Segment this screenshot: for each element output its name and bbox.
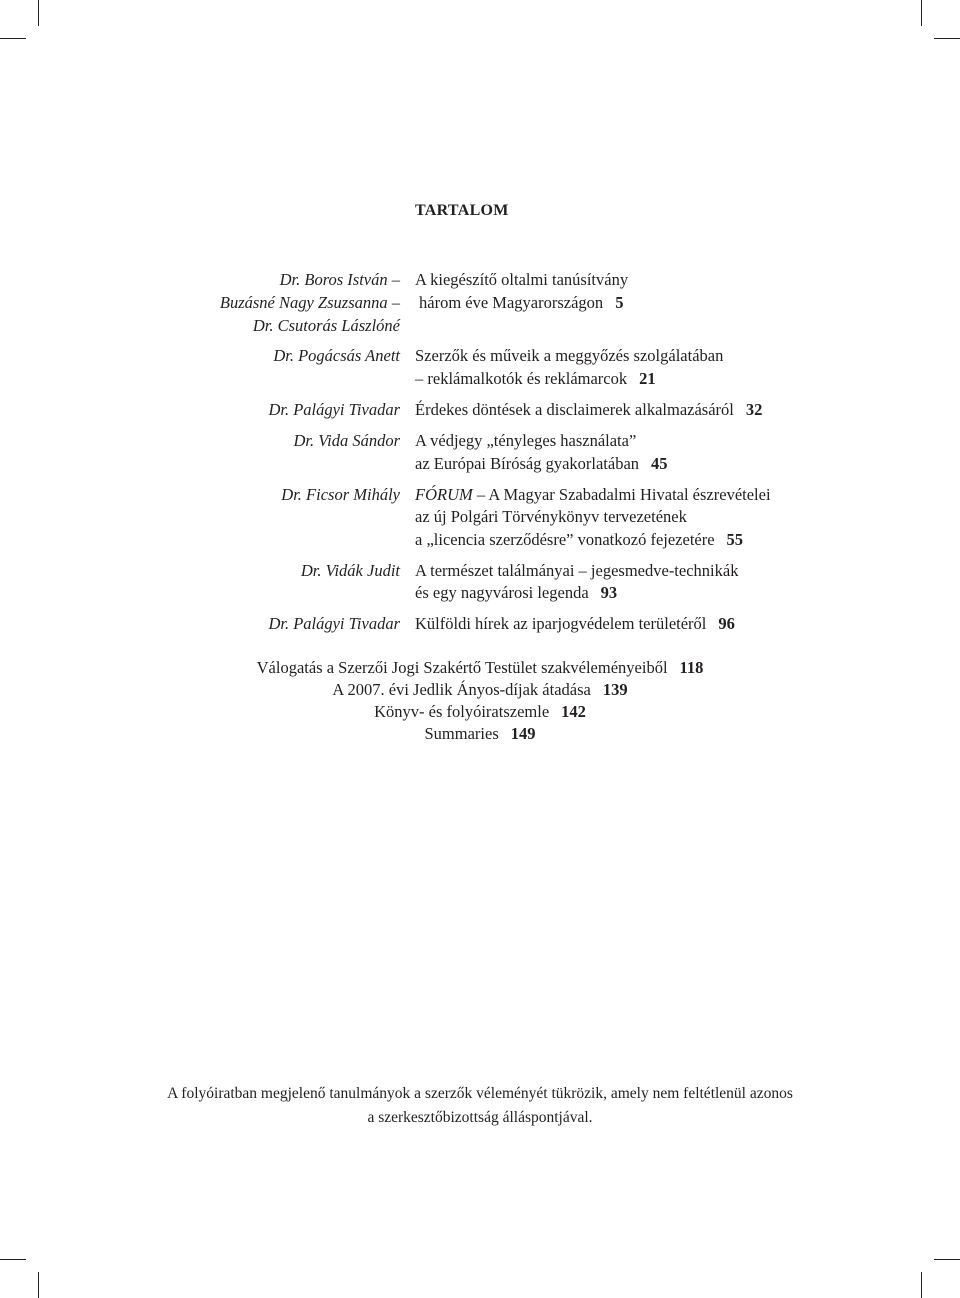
- toc-title-line: A kiegészítő oltalmi tanúsítvány: [415, 270, 629, 289]
- toc-author: Dr. Ficsor Mihály: [281, 485, 400, 504]
- toc-title-line: [415, 613, 735, 635]
- toc-title-text: Érdekes döntések a disclaimerek alkalmazásáról: [415, 400, 734, 419]
- crop-mark-bottom-right: [921, 1272, 922, 1298]
- toc-centered-entry: [0, 657, 960, 679]
- page-title: TARTALOM: [415, 202, 509, 219]
- toc-title-line: [415, 582, 617, 604]
- toc-section-label: FÓRUM: [415, 485, 473, 504]
- crop-mark-bottom-left-h: [0, 1259, 26, 1260]
- crop-mark-top-right-h: [934, 38, 960, 39]
- toc-title-line: az új Polgári Törvénykönyv tervezetének: [415, 507, 687, 526]
- toc-title-line: [415, 484, 771, 506]
- toc-title-line: [415, 529, 743, 551]
- toc-title-text: és egy nagyvárosi legenda: [415, 583, 589, 602]
- toc-title-text: Summaries: [424, 724, 499, 743]
- toc-page-number: 45: [651, 454, 668, 473]
- crop-mark-bottom-left: [38, 1272, 39, 1298]
- toc-author: Dr. Palágyi Tivadar: [268, 400, 400, 419]
- footer-note-line: A folyóiratban megjelenő tanulmányok a szerzők véleményét tükrözik, amely nem feltétlenül azonos: [167, 1085, 793, 1102]
- toc-title-line: A természet találmányai – jegesmedve-technikák: [415, 561, 739, 580]
- toc-author: Dr. Boros István –: [279, 270, 400, 289]
- toc-title-text: a „licencia szerződésre” vonatkozó fejezetére: [415, 530, 715, 549]
- toc-centered-entry: [0, 723, 960, 745]
- toc-centered-entry: [0, 679, 960, 701]
- toc-author: Dr. Csutorás Lászlóné: [252, 316, 400, 335]
- toc-centered-entry: [0, 701, 960, 723]
- toc-page-number: 5: [615, 293, 624, 312]
- toc-page-number: 139: [602, 680, 628, 699]
- toc-title-text: – A Magyar Szabadalmi Hivatal észrevételei: [476, 485, 771, 504]
- toc-page-number: 55: [726, 530, 744, 549]
- toc-title-text: Válogatás a Szerzői Jogi Szakértő Testület szakvéleményeiből: [256, 658, 668, 677]
- crop-mark-top-right: [921, 0, 922, 26]
- toc-page-number: 149: [510, 724, 536, 743]
- toc-author: Dr. Vidák Judit: [300, 561, 400, 580]
- toc-page-number: 32: [745, 400, 763, 419]
- toc-title-line: A védjegy „tényleges használata”: [415, 431, 637, 450]
- toc-title-text: – reklámalkotók és reklámarcok: [415, 369, 628, 388]
- toc-title-line: [415, 399, 762, 421]
- toc-title-text: három éve Magyarországon: [419, 293, 604, 312]
- toc-title-text: Külföldi hírek az iparjogvédelem területéről: [415, 614, 707, 633]
- toc-title-text: A 2007. évi Jedlik Ányos-díjak átadása: [332, 680, 591, 699]
- footer-note-line: a szerkesztőbizottság álláspontjával.: [367, 1109, 593, 1126]
- toc-author: Dr. Palágyi Tivadar: [268, 614, 400, 633]
- toc-title-line: [415, 453, 668, 475]
- toc-title-text: Könyv- és folyóiratszemle: [374, 702, 550, 721]
- toc-page-number: 21: [639, 369, 656, 388]
- toc-title-text: az Európai Bíróság gyakorlatában: [415, 454, 640, 473]
- toc-title-line: [415, 368, 656, 390]
- toc-page-number: 118: [679, 658, 704, 677]
- toc-author: Dr. Pogácsás Anett: [273, 346, 400, 365]
- toc-author: Dr. Vida Sándor: [293, 431, 400, 450]
- toc-page-number: 142: [561, 702, 586, 721]
- crop-mark-top-left: [38, 0, 39, 26]
- crop-mark-top-left-h: [0, 38, 26, 39]
- toc-page-number: 93: [600, 583, 618, 602]
- toc-title-line: [419, 292, 623, 314]
- toc-title-line: Szerzők és műveik a meggyőzés szolgálatában: [415, 346, 724, 365]
- toc-author: Buzásné Nagy Zsuzsanna –: [219, 293, 400, 312]
- crop-mark-bottom-right-h: [934, 1259, 960, 1260]
- toc-page-number: 96: [718, 614, 735, 633]
